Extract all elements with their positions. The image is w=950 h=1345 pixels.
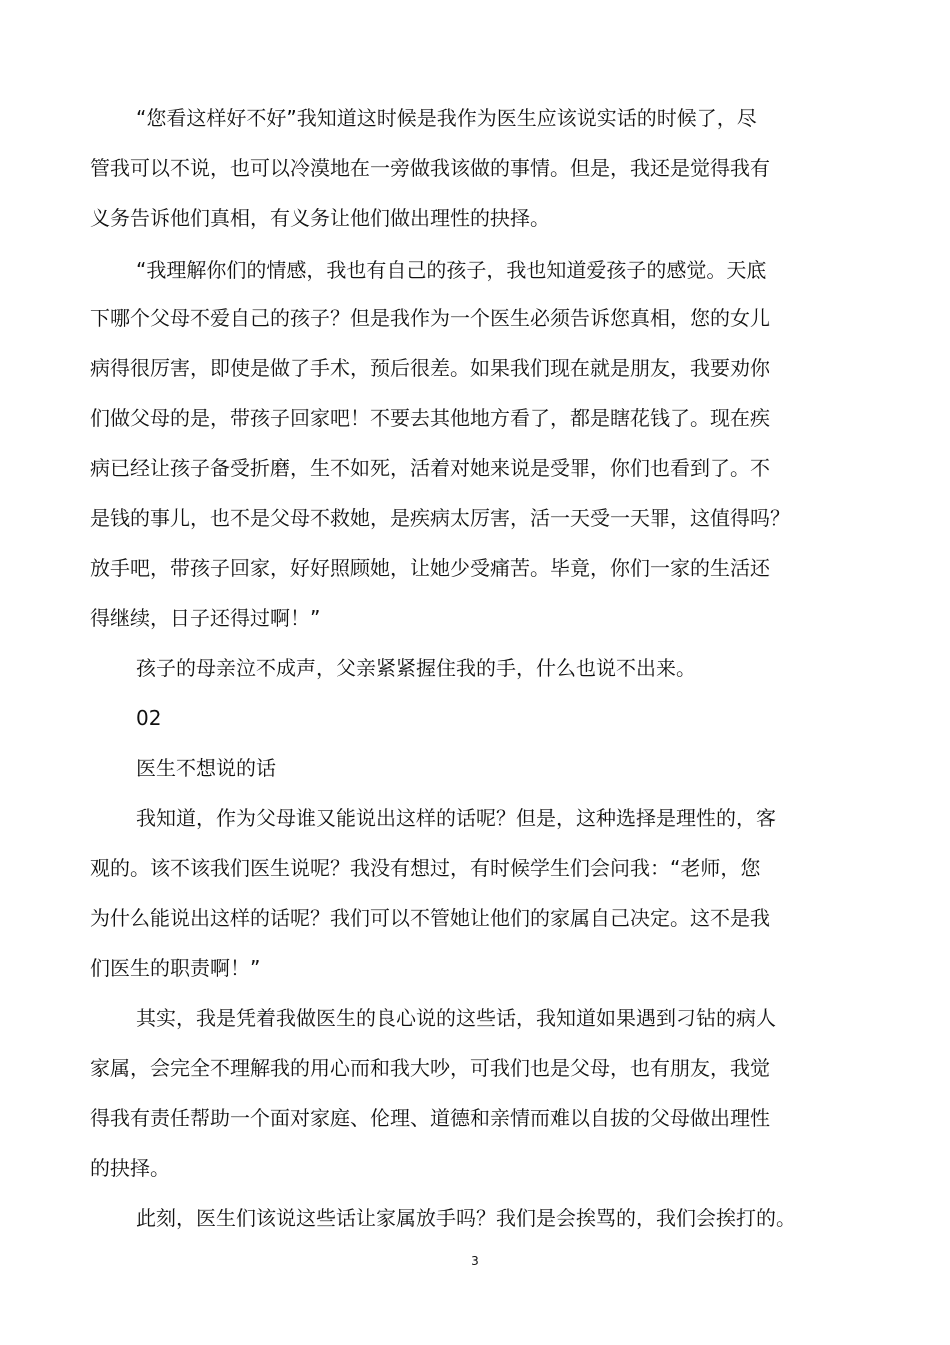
text-line: 是钱的事儿，也不是父母不救她，是疾病太厉害，活一天受一天罪，这值得吗？ (90, 506, 790, 530)
text-line: 下哪个父母不爱自己的孩子？但是我作为一个医生必须告诉您真相，您的女儿 (90, 306, 770, 330)
text-line: 我知道，作为父母谁又能说出这样的话呢？但是，这种选择是理性的，客 (136, 806, 776, 830)
text-line: 其实，我是凭着我做医生的良心说的这些话，我知道如果遇到刁钻的病人 (136, 1006, 776, 1030)
text-line: 放手吧，带孩子回家，好好照顾她，让她少受痛苦。毕竟，你们一家的生活还 (90, 556, 770, 580)
text-line: 管我可以不说，也可以冷漠地在一旁做我该做的事情。但是，我还是觉得我有 (90, 156, 770, 180)
text-line: “我理解你们的情感，我也有自己的孩子，我也知道爱孩子的感觉。天底 (136, 258, 767, 282)
section-heading: 医生不想说的话 (136, 756, 276, 780)
text-line: 孩子的母亲泣不成声，父亲紧紧握住我的手，什么也说不出来。 (136, 656, 696, 680)
text-line: 观的。该不该我们医生说呢？我没有想过，有时候学生们会问我：“老师，您 (90, 856, 761, 880)
text-line: 为什么能说出这样的话呢？我们可以不管她让他们的家属自己决定。这不是我 (90, 906, 770, 930)
text-line: 病已经让孩子备受折磨，生不如死，活着对她来说是受罪，你们也看到了。不 (90, 456, 770, 480)
text-line: 们医生的职责啊！” (90, 956, 261, 980)
page-number: 3 (471, 1254, 479, 1268)
text-line: 得继续，日子还得过啊！” (90, 606, 321, 630)
text-line: 的抉择。 (90, 1156, 170, 1180)
text-line: 义务告诉他们真相，有义务让他们做出理性的抉择。 (90, 206, 550, 230)
text-line: 得我有责任帮助一个面对家庭、伦理、道德和亲情而难以自拔的父母做出理性 (90, 1106, 770, 1130)
text-line: 病得很厉害，即使是做了手术，预后很差。如果我们现在就是朋友，我要劝你 (90, 356, 770, 380)
text-line: 此刻，医生们该说这些话让家属放手吗？我们是会挨骂的，我们会挨打的。 (136, 1206, 796, 1230)
text-line: “您看这样好不好”我知道这时候是我作为医生应该说实话的时候了，尽 (136, 106, 757, 130)
section-number: 02 (136, 706, 162, 730)
text-line: 家属，会完全不理解我的用心而和我大吵，可我们也是父母，也有朋友，我觉 (90, 1056, 770, 1080)
text-line: 们做父母的是，带孩子回家吧！不要去其他地方看了，都是瞎花钱了。现在疾 (90, 406, 770, 430)
